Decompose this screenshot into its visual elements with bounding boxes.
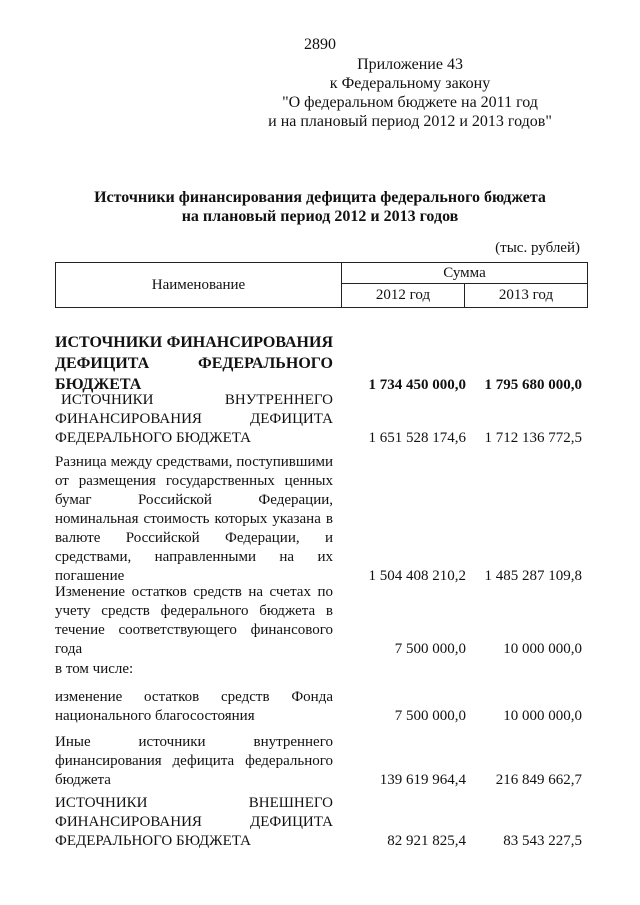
- table-row: [55, 332, 586, 395]
- row-value-2012: 82 921 825,4: [387, 833, 466, 849]
- table-row: [55, 453, 586, 586]
- appendix-line-1: Приложение 43: [357, 56, 463, 73]
- table-row: [55, 391, 586, 448]
- row-name: Разница между средствами, поступившими от размещения государственных ценных бумаг Российской Федерации, номинальная стоимость которых указана в валюте Российской Федерации, и средствами, направленными на их погашение: [55, 454, 333, 584]
- header-sum: Сумма: [342, 263, 587, 284]
- header-name: Наименование: [56, 263, 342, 307]
- row-value-2012: 139 619 964,4: [379, 772, 466, 788]
- row-name: Изменение остатков средств на счетах по учету средств федерального бюджета в течение соответствующего финансового года: [55, 584, 333, 657]
- title-line-2: на плановый период 2012 и 2013 годов: [181, 208, 459, 225]
- table-header: [55, 262, 588, 308]
- header-year-2013: 2013 год: [498, 287, 554, 303]
- row-value-2013: 1 712 136 772,5: [484, 430, 582, 446]
- row-value-2013: 83 543 227,5: [503, 833, 582, 849]
- header-year-2012: 2012 год: [342, 284, 465, 307]
- row-value-2012: 1 651 528 174,6: [368, 430, 466, 446]
- row-value-2013: 10 000 000,0: [503, 708, 582, 724]
- table-row: [55, 583, 586, 659]
- table-row: [55, 733, 586, 790]
- units-label: (тыс. рублей): [495, 240, 580, 256]
- table-row: [55, 660, 586, 679]
- appendix-line-3: "О федеральном бюджете на 2011 год: [282, 94, 538, 111]
- appendix-line-4: и на плановый период 2012 и 2013 годов": [268, 113, 552, 130]
- row-value-2013: 1 795 680 000,0: [484, 377, 582, 393]
- row-name: изменение остатков средств Фонда национального благосостояния: [55, 689, 333, 724]
- table-row: [55, 794, 586, 851]
- row-value-2012: 1 504 408 210,2: [368, 568, 466, 584]
- page-number: 2890: [304, 36, 336, 53]
- row-value-2012: 7 500 000,0: [394, 641, 466, 657]
- row-value-2012: 7 500 000,0: [394, 708, 466, 724]
- table-row: [55, 688, 586, 726]
- row-value-2013: 1 485 287 109,8: [484, 568, 582, 584]
- appendix-heading: [230, 55, 590, 131]
- document-title: [0, 188, 640, 226]
- row-name: ИСТОЧНИКИ ФИНАНСИРОВАНИЯ ДЕФИЦИТА ФЕДЕРАЛЬНОГО БЮДЖЕТА: [55, 334, 333, 393]
- row-name: ИСТОЧНИКИ ВНЕШНЕГО ФИНАНСИРОВАНИЯ ДЕФИЦИТА ФЕДЕРАЛЬНОГО БЮДЖЕТА: [55, 795, 333, 849]
- row-name: ИСТОЧНИКИ ВНУТРЕННЕГО ФИНАНСИРОВАНИЯ ДЕФИЦИТА ФЕДЕРАЛЬНОГО БЮДЖЕТА: [55, 392, 333, 446]
- row-value-2013: 10 000 000,0: [503, 641, 582, 657]
- row-name: Иные источники внутреннего финансирования дефицита федерального бюджета: [55, 734, 333, 788]
- row-name: в том числе:: [55, 661, 134, 677]
- row-value-2013: 216 849 662,7: [495, 772, 582, 788]
- row-value-2012: 1 734 450 000,0: [368, 377, 466, 393]
- title-line-1: Источники финансирования дефицита федерального бюджета: [94, 189, 546, 206]
- appendix-line-2: к Федеральному закону: [329, 75, 491, 92]
